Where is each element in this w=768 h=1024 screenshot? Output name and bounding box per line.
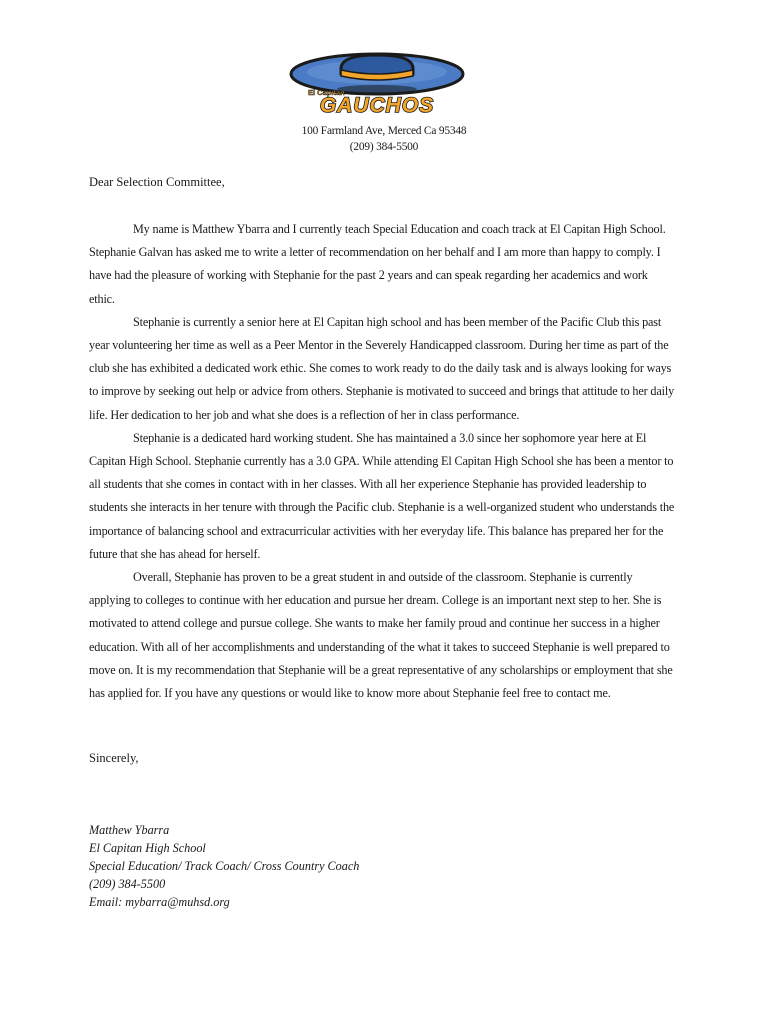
school-logo <box>288 52 466 118</box>
signer-phone: (209) 384-5500 <box>89 877 166 891</box>
signature-block <box>89 821 359 911</box>
signer-name: Matthew Ybarra <box>89 823 170 837</box>
paragraph-pacific-club: Stephanie is currently a senior here at El Capitan high school and has been member of the Pacific Club this past year volunteering her time as well as a Peer Mentor in the Severely Handicapped classroom. During her time as part of the club she has exhibited a dedicated work ethic. She comes to work ready to do the daily task and is always looking for ways to improve by seeking out help or advice from others. Stephanie is motivated to succeed and brings that attitude to her daily life. Her dedication to her job and what she does is a reflection of her in class performance. <box>89 314 675 422</box>
letter-body <box>89 218 675 705</box>
logo-main-text: GAUCHOS <box>319 94 435 117</box>
paragraph-recommendation: Overall, Stephanie has proven to be a great student in and outside of the classroom. Stephanie is currently applying to colleges to continue with her education and pursue her dream. College is an important next step to her. She is motivated to attend college and pursue college. She wants to make her family proud and continue her success in a higher education. With all of her accomplishments and understanding of the what it takes to succeed Stephanie is well prepared to move on. It is my recommendation that Stephanie will be a great representative of any scholarships or employment that she has applied for. If you have any questions or would like to know more about Stephanie feel free to contact me. <box>89 570 673 701</box>
closing: Sincerely, <box>89 751 139 765</box>
signer-title: Special Education/ Track Coach/ Cross Country Coach <box>89 859 360 873</box>
school-address: 100 Farmland Ave, Merced Ca 95348 <box>301 125 467 137</box>
school-phone: (209) 384-5500 <box>349 141 419 153</box>
signer-email: Email: mybarra@muhsd.org <box>89 895 230 909</box>
signer-school: El Capitan High School <box>89 841 206 855</box>
paragraph-introduction: My name is Matthew Ybarra and I currently teach Special Education and coach track at El Capitan High School. Stephanie Galvan has asked me to write a letter of recommendation on her behalf and I am more than happy to comply. I have had the pleasure of working with Stephanie for the past 2 years and can speak regarding her academics and work ethic. <box>89 222 666 306</box>
paragraph-academics: Stephanie is a dedicated hard working student. She has maintained a 3.0 since her sophomore year here at El Capitan High School. Stephanie currently has a 3.0 GPA. While attending El Capitan High School she has been a mentor to all students that she comes in contact with in her classes. With all her experience Stephanie has provided leadership to students she interacts in her tenure with through the Pacific club. Stephanie is a well-organized student who understands the importance of balancing school and extracurricular activities with her everyday life. This balance has prepared her for the future that she has ahead for herself. <box>89 430 675 561</box>
gaucho-hat-logo-icon <box>288 52 466 118</box>
logo-small-text: El Capitan <box>308 88 345 97</box>
salutation: Dear Selection Committee, <box>89 175 225 189</box>
